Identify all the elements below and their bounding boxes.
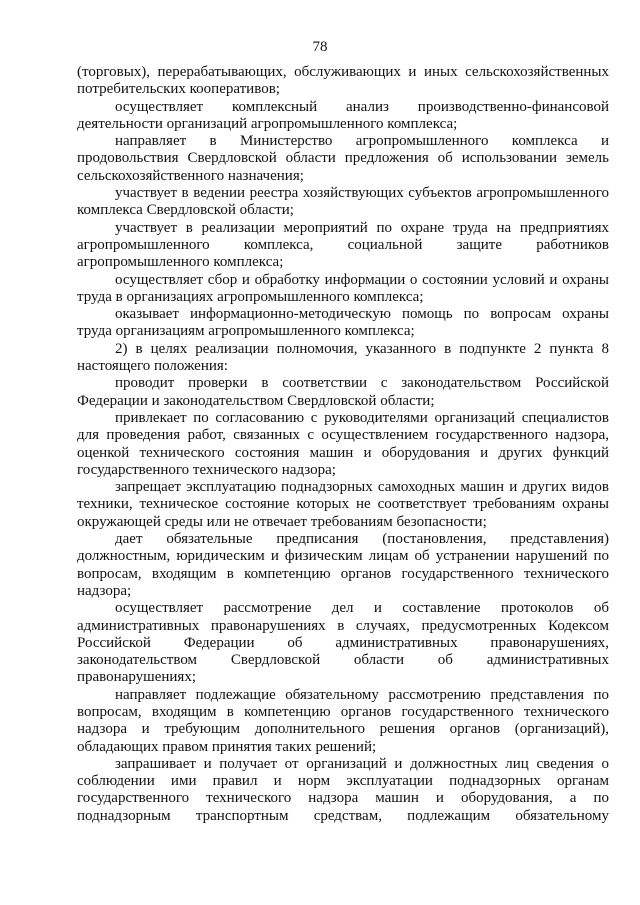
paragraph: направляет в Министерство агропромышленного комплекса и продовольствия Свердловской области предложения об использовании земель сельскохозяйственного назначения; bbox=[77, 133, 609, 184]
paragraph: осуществляет сбор и обработку информации о состоянии условий и охраны труда в организациях агропромышленного комплекса; bbox=[77, 271, 609, 305]
paragraph: запрещает эксплуатацию поднадзорных самоходных машин и других видов техники, техническое состояние которых не соответствует требованиям охраны окружающей среды или не отвечает требованиям безопасности; bbox=[77, 479, 609, 530]
page-number: 78 bbox=[312, 39, 328, 55]
paragraph: 2) в целях реализации полномочия, указанного в подпункте 2 пункта 8 настоящего положения: bbox=[77, 340, 609, 375]
paragraph: (торговых), перерабатывающих, обслуживающих и иных сельскохозяйственных потребительских кооперативов; bbox=[77, 64, 609, 98]
document-body bbox=[77, 64, 609, 825]
paragraph: запрашивает и получает от организаций и должностных лиц сведения о соблюдении ими правил и норм эксплуатации поднадзорных органам государственного технического надзора машин и оборудования, а по поднадзорным транспортным средствам, подлежащим обязательному bbox=[77, 755, 609, 824]
paragraph: дает обязательные предписания (постановления, представления) должностным, юридическим и физическим лицам об устранении нарушений по вопросам, входящим в компетенцию органов государственного технического надзора; bbox=[77, 531, 609, 599]
paragraph: участвует в реализации мероприятий по охране труда на предприятиях агропромышленного комплекса, социальной защите работников агропромышленного комплекса; bbox=[77, 219, 609, 271]
paragraph: оказывает информационно-методическую помощь по вопросам охраны труда организациям агропромышленного комплекса; bbox=[77, 306, 609, 340]
paragraph: привлекает по согласованию с руководителями организаций специалистов для проведения работ, связанных с осуществлением государственного надзора, оценкой технического состояния машин и оборудования и других функций государственного технического надзора; bbox=[77, 409, 609, 478]
paragraph: проводит проверки в соответствии с законодательством Российской Федерации и законодательством Свердловской области; bbox=[77, 375, 609, 409]
paragraph: направляет подлежащие обязательному рассмотрению представления по вопросам, входящим в компетенцию органов государственного технического надзора и требующим дополнительного решения органов (организаций), обладающих правом принятия таких решений; bbox=[77, 686, 609, 755]
paragraph: осуществляет рассмотрение дел и составление протоколов об административных правонарушениях в случаях, предусмотренных Кодексом Российской Федерации об административных правонарушениях, законодательством Свердловской области об административных правонарушениях; bbox=[77, 600, 609, 686]
paragraph: участвует в ведении реестра хозяйствующих субъектов агропромышленного комплекса Свердловской области; bbox=[77, 185, 609, 219]
paragraph: осуществляет комплексный анализ производственно-финансовой деятельности организаций агропромышленного комплекса; bbox=[77, 98, 609, 132]
